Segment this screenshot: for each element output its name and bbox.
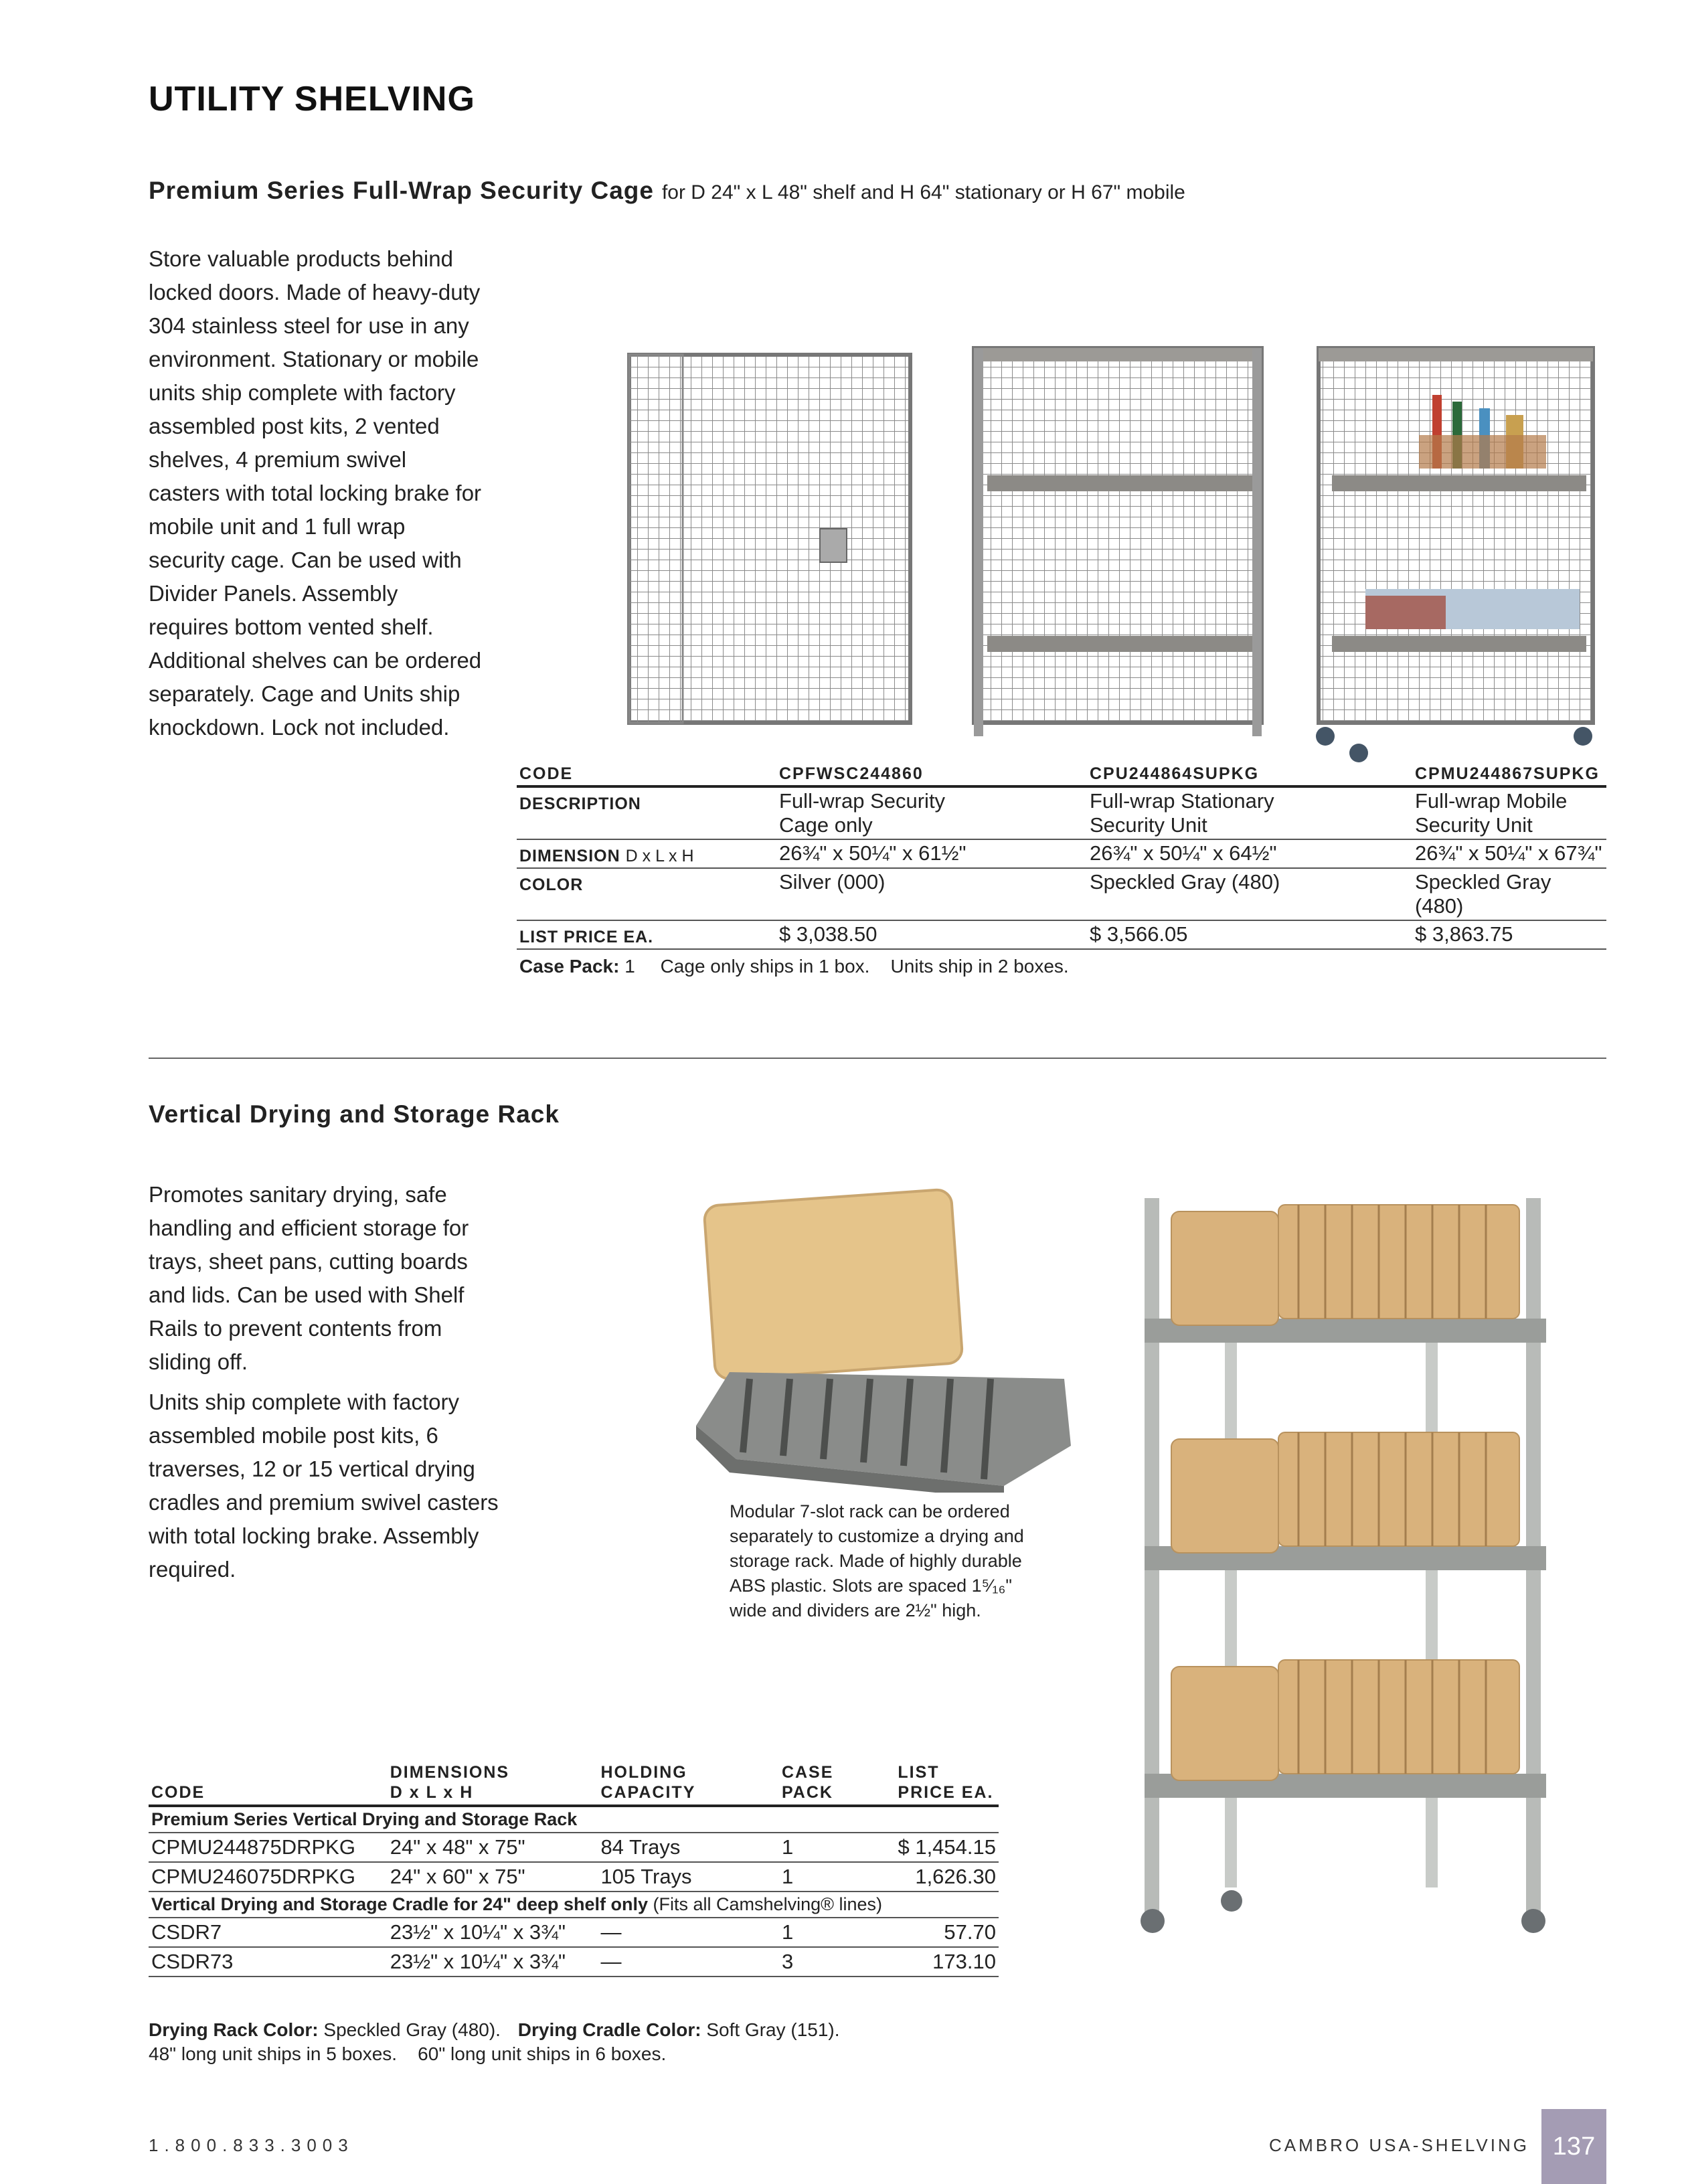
description-cell [776, 786, 1087, 839]
rack-section-row [149, 1806, 999, 1833]
description-line: Full-wrap Stationary [1090, 789, 1274, 813]
dimension-cell: 26¾" x 50¼" x 64½" [1087, 839, 1412, 868]
stationary-unit-image [974, 348, 1262, 736]
pack-cell: 1 [779, 1833, 895, 1862]
cage-subtitle: for D 24" x L 48" shelf and H 64" stationary or H 67" mobile [661, 181, 1185, 203]
code-cell: CSDR7 [149, 1918, 388, 1947]
header-code: CODE [149, 1760, 388, 1806]
rack-section-label: Premium Series Vertical Drying and Storage Rack [149, 1806, 999, 1833]
mobile-unit-image [1316, 348, 1593, 762]
cradle-section-title: Vertical Drying and Storage Cradle for 24" deep shelf only [151, 1894, 649, 1914]
color-cell: Speckled Gray (480) [1087, 868, 1412, 920]
capacity-cell: — [598, 1947, 779, 1977]
capacity-cell: 84 Trays [598, 1833, 779, 1862]
color-label: COLOR [517, 868, 776, 920]
table-row [149, 1833, 999, 1862]
cradle-section-row [149, 1892, 999, 1918]
cage-case-pack [519, 956, 1069, 977]
header-pack [779, 1760, 895, 1806]
cage-code-row [517, 763, 1606, 786]
drying-rack-image [1124, 1191, 1573, 1941]
dimension-sub-label: D x L x H [625, 847, 694, 865]
rack-header-row [149, 1760, 999, 1806]
price-cell: 57.70 [895, 1918, 999, 1947]
dimension-cell: 26¾" x 50¼" x 67¾" [1412, 839, 1606, 868]
description-line: Cage only [779, 813, 873, 837]
cage-only-image [629, 355, 910, 723]
header-pack-line: PACK [781, 1783, 833, 1802]
cradle-caption: Modular 7-slot rack can be ordered separately to customize a drying and storage rack. Made of highly durable ABS plastic. Slots are spaced 1⁵⁄₁₆" wide and dividers are 2½" high. [730, 1501, 1024, 1620]
price-cell: $ 1,454.15 [895, 1833, 999, 1862]
cage-heading [149, 177, 1185, 205]
rack-footnote [149, 2018, 840, 2066]
pack-cell: 1 [779, 1862, 895, 1892]
case-pack-note: Cage only ships in 1 box. Units ship in 2 boxes. [660, 956, 1069, 977]
price-label: LIST PRICE EA. [517, 920, 776, 949]
price-cell: $ 3,566.05 [1087, 920, 1412, 949]
rack-spec-table [149, 1760, 999, 1977]
description-label: DESCRIPTION [517, 786, 776, 839]
case-pack-value: 1 [624, 956, 635, 977]
case-pack-label: Case Pack: [519, 956, 620, 977]
code-cell: CPMU244867SUPKG [1412, 763, 1606, 786]
cage-description-row [517, 786, 1606, 839]
rack-description-1: Promotes sanitary drying, safe handling and efficient storage for trays, sheet pans, cutting boards and lids. Can be used with Shelf Rails to prevent contents from sliding off. [149, 1182, 469, 1374]
cage-dimension-row [517, 839, 1606, 868]
header-dimensions [388, 1760, 598, 1806]
cradle-section-note: (Fits all Camshelving® lines) [653, 1894, 883, 1914]
code-label: CODE [517, 763, 776, 786]
dimension-label [517, 839, 776, 868]
section-title: UTILITY SHELVING [149, 80, 475, 118]
page-number: 137 [1541, 2109, 1606, 2184]
pack-cell: 1 [779, 1918, 895, 1947]
rack-footnote-line-2: 48" long unit ships in 5 boxes. 60" long unit ships in 6 boxes. [149, 2043, 667, 2064]
rack-description [149, 1178, 503, 1593]
dimension-label-text: DIMENSION [519, 847, 620, 865]
rack-title: Vertical Drying and Storage Rack [149, 1100, 560, 1128]
cage-color-row [517, 868, 1606, 920]
description-line: Full-wrap Mobile [1415, 789, 1568, 813]
description-cell [1087, 786, 1412, 839]
cage-title: Premium Series Full-Wrap Security Cage [149, 177, 654, 204]
rack-footnote-line-1 [149, 2018, 840, 2042]
color-cell: Silver (000) [776, 868, 1087, 920]
cage-price-row [517, 920, 1606, 949]
header-capacity-line: CAPACITY [600, 1783, 696, 1802]
code-cell: CPMU244875DRPKG [149, 1833, 388, 1862]
header-capacity-line: HOLDING [600, 1763, 687, 1782]
rack-color-value: Speckled Gray (480). [323, 2019, 501, 2040]
header-dimensions-line: DIMENSIONS [390, 1763, 510, 1782]
header-price-line: LIST [898, 1763, 940, 1782]
code-cell: CPU244864SUPKG [1087, 763, 1412, 786]
price-cell: 1,626.30 [895, 1862, 999, 1892]
capacity-cell: — [598, 1918, 779, 1947]
price-cell: $ 3,863.75 [1412, 920, 1606, 949]
code-cell: CSDR73 [149, 1947, 388, 1977]
cradle-section-label [149, 1892, 999, 1918]
capacity-cell: 105 Trays [598, 1862, 779, 1892]
cage-description: Store valuable products behind locked doors. Made of heavy-duty 304 stainless steel for use in any environment. Stationary or mobile units ship complete with factory assembled post kits, 2 vented shelves, 4 premium swivel casters with total locking brake for mobile unit and 1 full wrap security cage. Can be used with Divider Panels. Assembly requires bottom vented shelf. Additional shelves can be ordered separately. Cage and Units ship knockdown. Lock not included. [149, 246, 482, 740]
dims-cell: 23½" x 10¼" x 3¾" [388, 1947, 598, 1977]
section-divider [149, 1058, 1606, 1059]
header-price [895, 1760, 999, 1806]
dims-cell: 24" x 60" x 75" [388, 1862, 598, 1892]
description-line: Security Unit [1090, 813, 1207, 837]
cradle-color-value: Soft Gray (151). [706, 2019, 840, 2040]
cage-spec-table [517, 763, 1606, 950]
rack-description-2: Units ship complete with factory assembled mobile post kits, 6 traverses, 12 or 15 vertical drying cradles and premium swivel casters with total locking brake. Assembly required. [149, 1390, 499, 1582]
dims-cell: 24" x 48" x 75" [388, 1833, 598, 1862]
table-row [149, 1862, 999, 1892]
code-cell: CPMU246075DRPKG [149, 1862, 388, 1892]
header-price-line: PRICE EA. [898, 1783, 994, 1802]
cradle-color-label: Drying Cradle Color: [517, 2019, 701, 2040]
rack-color-label: Drying Rack Color: [149, 2019, 319, 2040]
footer-phone: 1.800.833.3003 [149, 2135, 354, 2155]
header-dimensions-line: D x L x H [390, 1783, 474, 1802]
price-cell: $ 3,038.50 [776, 920, 1087, 949]
footer-brand: CAMBRO USA-SHELVING [1268, 2135, 1529, 2155]
description-line: Security Unit [1415, 813, 1533, 837]
table-row [149, 1918, 999, 1947]
dimension-cell: 26¾" x 50¼" x 61½" [776, 839, 1087, 868]
table-row [149, 1947, 999, 1977]
pack-cell: 3 [779, 1947, 895, 1977]
price-cell: 173.10 [895, 1947, 999, 1977]
modular-cradle-image [689, 1178, 1078, 1493]
header-capacity [598, 1760, 779, 1806]
code-cell: CPFWSC244860 [776, 763, 1087, 786]
security-cage-photos [616, 335, 1606, 763]
header-pack-line: CASE [781, 1763, 834, 1782]
color-cell: Speckled Gray (480) [1412, 868, 1606, 920]
dims-cell: 23½" x 10¼" x 3¾" [388, 1918, 598, 1947]
description-cell [1412, 786, 1606, 839]
description-line: Full-wrap Security [779, 789, 946, 813]
